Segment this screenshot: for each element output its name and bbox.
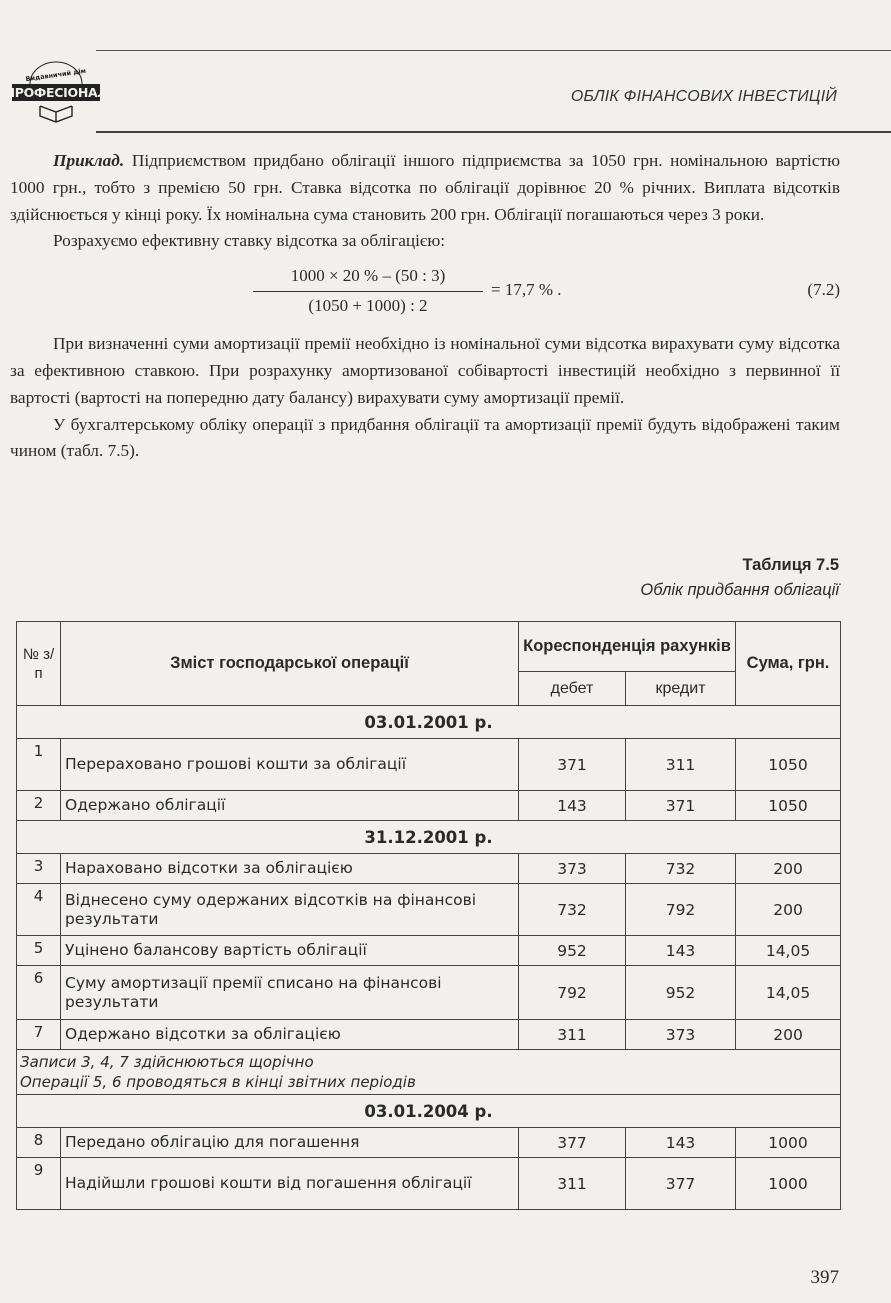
- row-number: 5: [17, 936, 61, 966]
- row-debit: 732: [519, 884, 626, 936]
- formula-number: (7.2): [807, 280, 840, 300]
- paragraph-calc: Розрахуємо ефективну ставку відсотка за облігацією:: [53, 231, 446, 251]
- publisher-logo: [4, 54, 108, 126]
- row-sum: 1000: [736, 1158, 841, 1210]
- table-row: [17, 936, 841, 966]
- row-debit: 311: [519, 1020, 626, 1050]
- row-debit: 373: [519, 854, 626, 884]
- row-debit: 792: [519, 966, 626, 1020]
- formula-numerator: 1000 × 20 % – (50 : 3): [253, 263, 483, 292]
- example-text: Підприємством придбано облігації іншого підприємства за 1050 грн. номінальною вартістю 1000 грн., тобто з премією 50 грн. Ставка відсотка по облігації дорівнює 20 % річних. Виплата відсотків здійснюється у кінці року. Їх номінальна сума становить 200 грн. Облігації погашаються через 3 роки.: [10, 151, 840, 224]
- row-debit: 377: [519, 1128, 626, 1158]
- table-number: Таблиця 7.5: [742, 556, 839, 574]
- row-description: Надійшли грошові кошти від погашення облігації: [61, 1158, 519, 1210]
- svg-text:Видавничий дім: Видавничий дім: [24, 66, 87, 84]
- paragraph-amortization: При визначенні суми амортизації премії необхідно із номінальної суми відсотка вирахувати суму відсотка за ефективною ставкою. При розрахунку амортизованої собівартості інвестицій необхідно з первинної її вартості (вартості на попередню дату балансу) вирахувати суму амортизації премії.: [10, 334, 840, 407]
- table-row: [17, 884, 841, 936]
- row-debit: 311: [519, 1158, 626, 1210]
- row-description: Уцінено балансову вартість облігації: [61, 936, 519, 966]
- row-credit: 311: [626, 739, 736, 791]
- row-sum: 200: [736, 1020, 841, 1050]
- row-sum: 200: [736, 854, 841, 884]
- header-rule: [96, 131, 891, 133]
- row-sum: 1050: [736, 791, 841, 821]
- formula-result: = 17,7 % .: [491, 280, 562, 300]
- formula-fraction: [253, 263, 483, 320]
- header-corr: Кореспонденція рахунків: [519, 622, 736, 672]
- paragraph-example: [10, 148, 840, 228]
- table-row: [17, 1128, 841, 1158]
- row-credit: 371: [626, 791, 736, 821]
- row-credit: 377: [626, 1158, 736, 1210]
- header-debit: дебет: [519, 672, 626, 706]
- row-credit: 373: [626, 1020, 736, 1050]
- row-credit: 792: [626, 884, 736, 936]
- date-row: 03.01.2004 р.: [17, 1095, 841, 1128]
- row-number: 6: [17, 966, 61, 1020]
- formula: [10, 261, 840, 323]
- table-row: [17, 791, 841, 821]
- row-description: Перераховано грошові кошти за облігації: [61, 739, 519, 791]
- row-number: 8: [17, 1128, 61, 1158]
- header-content: Зміст господарської операції: [61, 622, 519, 706]
- row-description: Одержано облігації: [61, 791, 519, 821]
- row-number: 2: [17, 791, 61, 821]
- row-number: 9: [17, 1158, 61, 1210]
- date-row: 31.12.2001 р.: [17, 821, 841, 854]
- row-description: Одержано відсотки за облігацією: [61, 1020, 519, 1050]
- paragraph-accounting: У бухгалтерському обліку операції з придбання облігації та амортизації премії будуть відображені таким чином (табл. 7.5).: [10, 414, 840, 461]
- row-debit: 371: [519, 739, 626, 791]
- header-credit: кредит: [626, 672, 736, 706]
- header-sum: Сума, грн.: [736, 622, 841, 706]
- body-text: [10, 148, 840, 465]
- table-row: [17, 854, 841, 884]
- table-caption: [640, 556, 839, 600]
- formula-denominator: (1050 + 1000) : 2: [308, 295, 428, 315]
- table-row: [17, 1158, 841, 1210]
- row-sum: 14,05: [736, 936, 841, 966]
- note-line: Операції 5, 6 проводяться в кінці звітних періодів: [20, 1073, 416, 1091]
- running-head: ОБЛІК ФІНАНСОВИХ ІНВЕСТИЦІЙ: [570, 88, 837, 105]
- row-description: Віднесено суму одержаних відсотків на фінансові результати: [61, 884, 519, 936]
- row-sum: 1050: [736, 739, 841, 791]
- svg-text:ПРОФЕСІОНАЛ: ПРОФЕСІОНАЛ: [4, 85, 108, 100]
- row-credit: 143: [626, 1128, 736, 1158]
- row-credit: 732: [626, 854, 736, 884]
- table-row: [17, 739, 841, 791]
- header-no: № з/п: [17, 622, 61, 706]
- row-debit: 143: [519, 791, 626, 821]
- table-notes: [17, 1050, 841, 1095]
- row-debit: 952: [519, 936, 626, 966]
- top-rule: [96, 50, 891, 51]
- example-lead: Приклад.: [53, 151, 125, 170]
- table-row: [17, 1020, 841, 1050]
- page-number: 397: [810, 1267, 839, 1288]
- row-number: 7: [17, 1020, 61, 1050]
- row-number: 4: [17, 884, 61, 936]
- row-number: 3: [17, 854, 61, 884]
- row-sum: 200: [736, 884, 841, 936]
- row-number: 1: [17, 739, 61, 791]
- date-row: 03.01.2001 р.: [17, 706, 841, 739]
- note-line: Записи 3, 4, 7 здійснюються щорічно: [20, 1053, 314, 1071]
- row-sum: 1000: [736, 1128, 841, 1158]
- row-credit: 143: [626, 936, 736, 966]
- ledger-table: [16, 621, 841, 1210]
- row-description: Передано облігацію для погашення: [61, 1128, 519, 1158]
- row-description: Суму амортизації премії списано на фінансові результати: [61, 966, 519, 1020]
- table-title: Облік придбання облігації: [640, 581, 839, 599]
- row-credit: 952: [626, 966, 736, 1020]
- table-row: [17, 966, 841, 1020]
- row-description: Нараховано відсотки за облігацією: [61, 854, 519, 884]
- row-sum: 14,05: [736, 966, 841, 1020]
